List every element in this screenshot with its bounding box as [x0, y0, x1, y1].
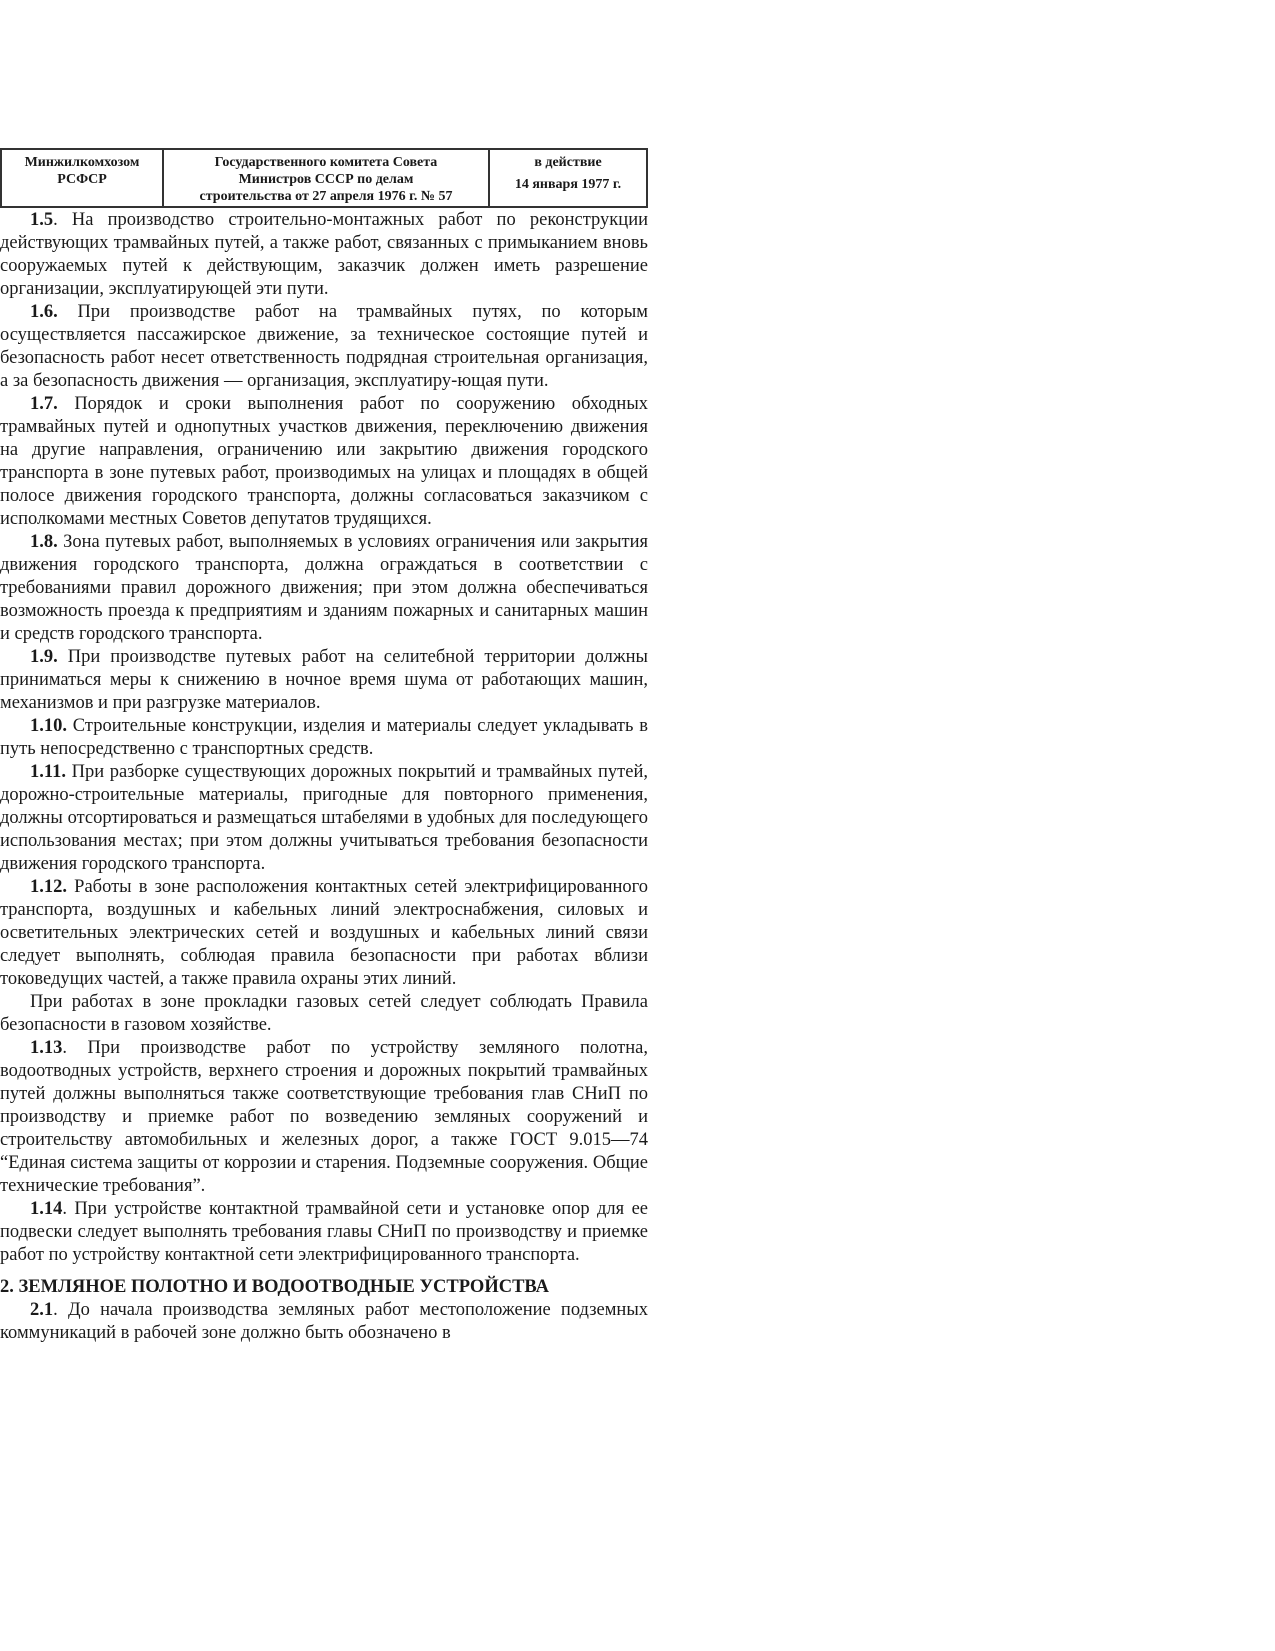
clause-separator: .: [62, 1199, 67, 1219]
document-page: [0, 148, 648, 1345]
paragraph-1-13: [0, 1037, 648, 1198]
header-text: Государственного комитета Совета: [214, 155, 438, 170]
paragraph-1-8: [0, 531, 648, 646]
clause-separator: .: [62, 1038, 67, 1058]
header-text: Министров СССР по делам: [238, 172, 414, 187]
clause-number: 2.1: [30, 1300, 54, 1320]
clause-number: 1.11.: [30, 762, 66, 782]
paragraph-text: До начала производства земляных работ местоположение подземных коммуникаций в рабочей зоне должно быть обозначено в: [0, 1300, 648, 1343]
paragraph-text: При разборке существующих дорожных покрытий и трамвайных путей, дорожно-строительные материалы, пригодные для повторного применения, должны отсортироваться и размещаться штабелями в удобных для последующего использования местах; при этом должны учитываться требования безопасности движения городского транспорта.: [0, 762, 648, 874]
header-text: 14 января 1977 г.: [514, 177, 622, 192]
header-text: в действие: [534, 155, 602, 170]
paragraph-1-6: [0, 301, 648, 393]
paragraph-text: На производство строительно-монтажных работ по реконструкции действующих трамвайных путей, а также работ, связанных с примыканием вновь сооружаемых путей к действующим, заказчик должен иметь разрешение организации, эксплуатирующей эти пути.: [0, 210, 648, 299]
paragraph-text: Строительные конструкции, изделия и материалы следует укладывать в путь непосредственно с транспортных средств.: [0, 716, 648, 759]
paragraph-1-7: [0, 393, 648, 531]
paragraph-text: При работах в зоне прокладки газовых сетей следует соблюдать Правила безопасности в газовом хозяйстве.: [0, 992, 648, 1035]
header-text: РСФСР: [57, 172, 107, 187]
section-heading: 2. ЗЕМЛЯНОЕ ПОЛОТНО И ВОДООТВОДНЫЕ УСТРОЙСТВА: [0, 1277, 549, 1297]
clause-number: 1.13: [30, 1038, 63, 1058]
clause-separator: .: [53, 210, 58, 230]
clause-number: 1.9.: [30, 647, 58, 667]
paragraph-text: При производстве работ по устройству земляного полотна, водоотводных устройств, верхнего строения и дорожных покрытий трамвайных путей должны выполняться также соответствующие требования глав СНиП по производству и приемке работ по возведению земляных сооружений и строительству автомобильных и железных дорог, а также ГОСТ 9.015—74 “Единая система защиты от коррозии и старения. Подземные сооружения. Общие технические требования”.: [0, 1038, 648, 1196]
clause-number: 1.7.: [30, 394, 58, 414]
paragraph-text: Зона путевых работ, выполняемых в условиях ограничения или закрытия движения городского транспорта, должна ограждаться в соответствии с требованиями правил дорожного движения; при этом должна обеспечиваться возможность проезда к предприятиям и зданиям пожарных и санитарных машин и средств городского транспорта.: [0, 532, 648, 644]
header-cell-approver: [1, 149, 163, 207]
paragraph-1-9: [0, 646, 648, 715]
paragraph-1-10: [0, 715, 648, 761]
paragraph-text: При производстве путевых работ на селитебной территории должны приниматься меры к снижению в ночное время шума от работающих машин, механизмов и при разгрузке материалов.: [0, 647, 648, 713]
clause-number: 1.12.: [30, 877, 67, 897]
paragraph-text: Порядок и сроки выполнения работ по сооружению обходных трамвайных путей и однопутных участков движения, переключению движения на другие направления, ограничению или закрытию движения городского транспорта в зоне путевых работ, производимых на улицах и площадях в общей полосе движения городского транспорта, должны согласоваться заказчиком с исполкомами местных Советов депутатов трудящихся.: [0, 394, 648, 529]
clause-number: 1.5: [30, 210, 54, 230]
document-body: [0, 209, 648, 1345]
header-text: строительства от 27 апреля 1976 г. № 57: [199, 189, 453, 204]
paragraph-text: При производстве работ на трамвайных путях, по которым осуществляется пассажирское движение, за техническое состоящие путей и безопасность работ несет ответственность подрядная строительная организация, а за безопасность движения — организация, эксплуатиру-ющая пути.: [0, 302, 648, 391]
paragraph-1-11: [0, 761, 648, 876]
approval-header-table: [0, 148, 648, 208]
paragraph-text: Работы в зоне расположения контактных сетей электрифицированного транспорта, воздушных и кабельных линий электроснабжения, силовых и осветительных электрических сетей и воздушных и кабельных линий связи следует выполнять, соблюдая правила безопасности при работах вблизи токоведущих частей, а также правила охраны этих линий.: [0, 877, 648, 989]
clause-number: 1.10.: [30, 716, 67, 736]
paragraph-gas-networks: [0, 991, 648, 1037]
clause-number: 1.6.: [30, 302, 58, 322]
header-text: Минжилкомхозом: [24, 155, 140, 170]
paragraph-1-14: [0, 1198, 648, 1267]
header-cell-effective-date: [489, 149, 647, 207]
header-cell-committee: [163, 149, 489, 207]
paragraph-text: При устройстве контактной трамвайной сети и установке опор для ее подвески следует выполнять требования главы СНиП по производству и приемке работ по устройству контактной сети электрифицированного транспорта.: [0, 1199, 648, 1265]
paragraph-2-1: [0, 1299, 648, 1345]
clause-separator: .: [53, 1300, 58, 1320]
clause-number: 1.8.: [30, 532, 58, 552]
clause-number: 1.14: [30, 1199, 63, 1219]
paragraph-1-5: [0, 209, 648, 301]
paragraph-1-12: [0, 876, 648, 991]
